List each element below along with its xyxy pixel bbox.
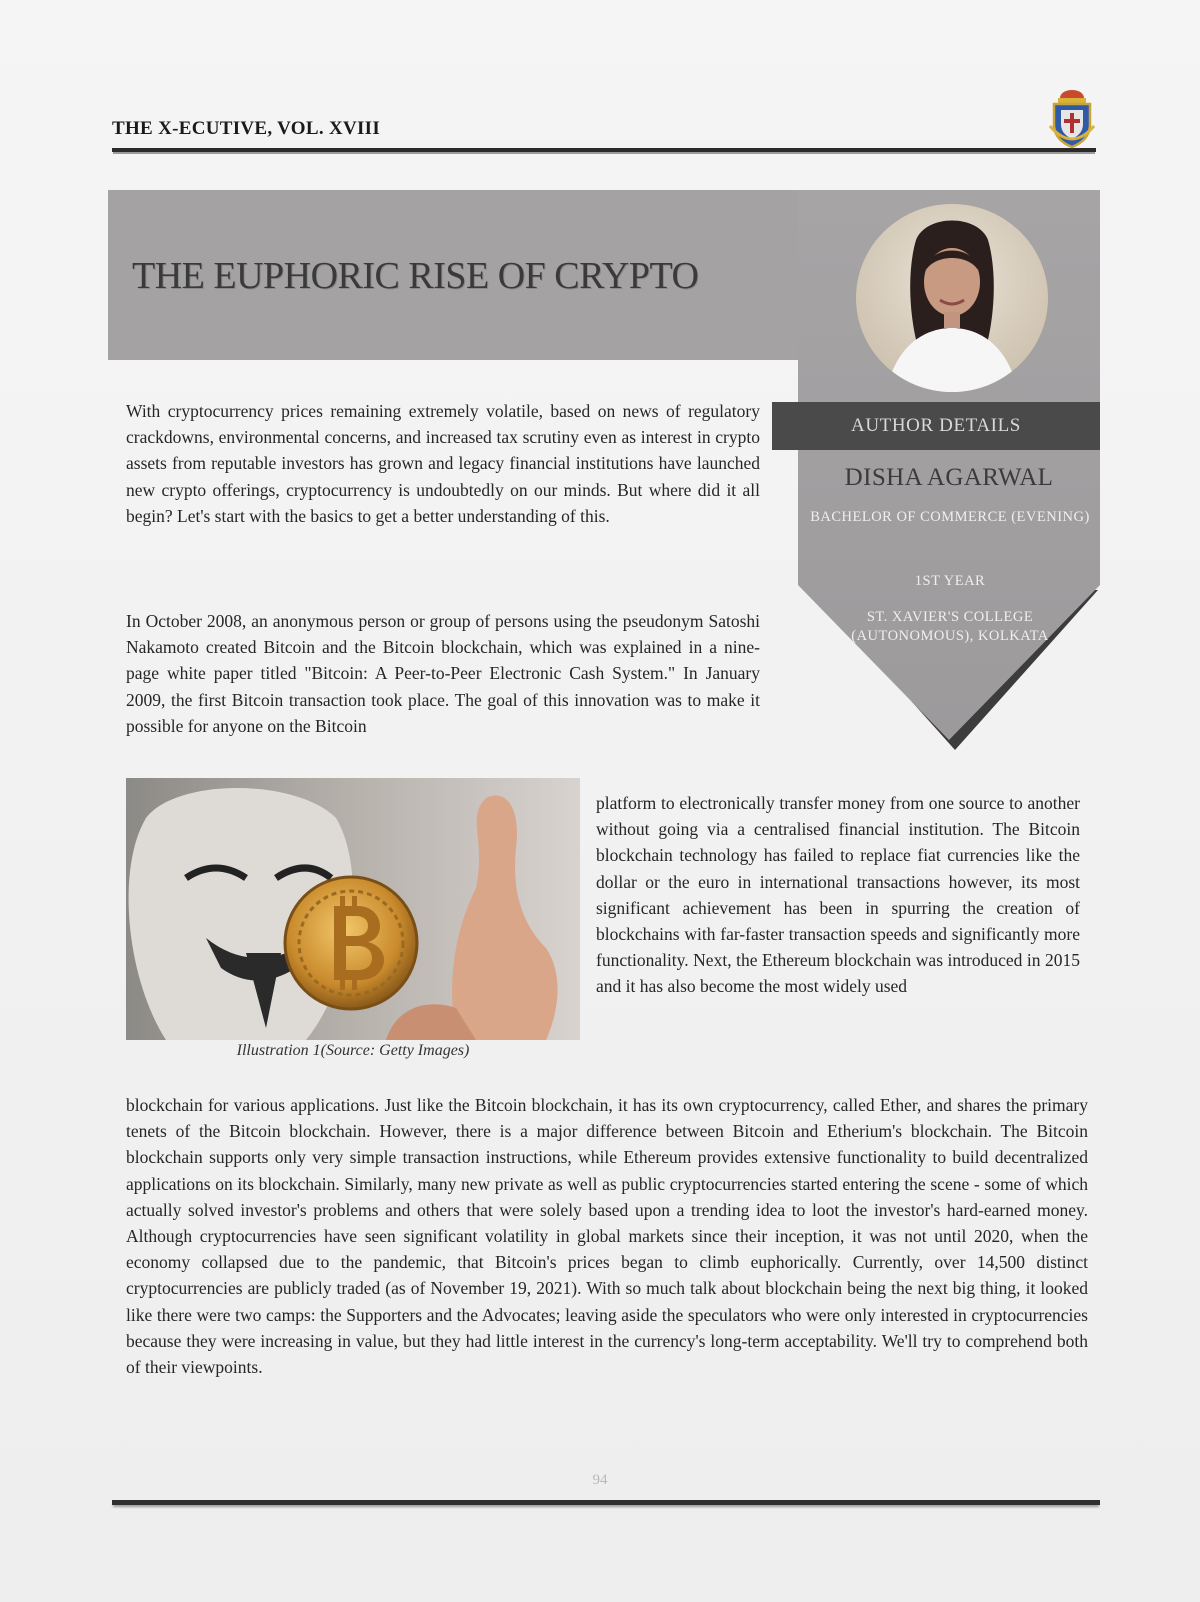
page-number: 94 [592,1472,608,1488]
author-name: DISHA AGARWAL [844,464,1054,491]
author-course: BACHELOR OF COMMERCE (EVENING) [810,509,1090,525]
college-crest-icon [1044,86,1100,150]
article-paragraph-4: blockchain for various applications. Just like the Bitcoin blockchain, it has its own cryptocurrency, called Ether, and shares the primary tenets of the Bitcoin blockchain. However, there is a major difference between Bitcoin and Etherium's blockchain. The Bitcoin blockchain supports only very simple transaction instructions, while Ethereum provides extensive functionality to build decentralized applications on its blockchain. Similarly, many new private as well as public cryptocurrencies started entering the scene - some of which actually solved investor's problems and others that were solely based upon a trending idea to loot the investor's hard-earned money. Although cryptocurrencies have seen significant volatility in global markets since their inception, it was not until 2020, when the economy collapsed due to the pandemic, that Bitcoin's prices began to climb euphorically. Currently, over 14,500 distinct cryptocurrencies are publicly traded (as of November 19, 2021). With so much talk about blockchain being the next big thing, it looked like there were two camps: the Supporters and the Advocates; leaving aside the speculators who were only interested in cryptocurrencies because they were increasing in value, but they had little interest in the currency's long-term acceptability. We'll try to comprehend both of their viewpoints. [126,1095,1088,1378]
illustration-caption: Illustration 1(Source: Getty Images) [236,1042,470,1059]
article-title: THE EUPHORIC RISE OF CRYPTO [132,255,699,297]
author-details-heading: AUTHOR DETAILS [772,402,1100,450]
publication-header: THE X-ECUTIVE, VOL. XVIII [112,118,381,139]
author-avatar [856,204,1048,392]
header-divider [112,148,1096,152]
bitcoin-illustration [126,778,580,1040]
article-paragraph-3: platform to electronically transfer money from one source to another without going via a centralised financial institution. The Bitcoin blockchain technology has failed to replace fiat currencies like the dollar or the euro in international transactions however, its most significant achievement has been in spurring the creation of blockchains with far-faster transaction speeds and significantly more functionality. Next, the Ethereum blockchain was introduced in 2015 and it has also become the most widely used [596,793,1080,997]
footer-divider [112,1500,1100,1505]
article-paragraph-2: In October 2008, an anonymous person or group of persons using the pseudonym Satoshi Nakamoto created Bitcoin and the Bitcoin blockchain, which was explained in a nine-page white paper titled "Bitcoin: A Peer-to-Peer Electronic Cash System." In January 2009, the first Bitcoin transaction took place. The goal of this innovation was to make it possible for anyone on the Bitcoin [126,611,760,736]
author-college: ST. XAVIER'S COLLEGE (AUTONOMOUS), KOLKATA [851,609,1049,644]
article-paragraph-1: With cryptocurrency prices remaining extremely volatile, based on news of regulatory crackdowns, environmental concerns, and increased tax scrutiny even as interest in crypto assets from reputable investors has grown and legacy financial institutions have launched new crypto offerings, cryptocurrency is undoubtedly on our minds. But where did it all begin? Let's start with the basics to get a better understanding of this. [126,401,760,526]
author-year: 1ST YEAR [914,573,986,589]
